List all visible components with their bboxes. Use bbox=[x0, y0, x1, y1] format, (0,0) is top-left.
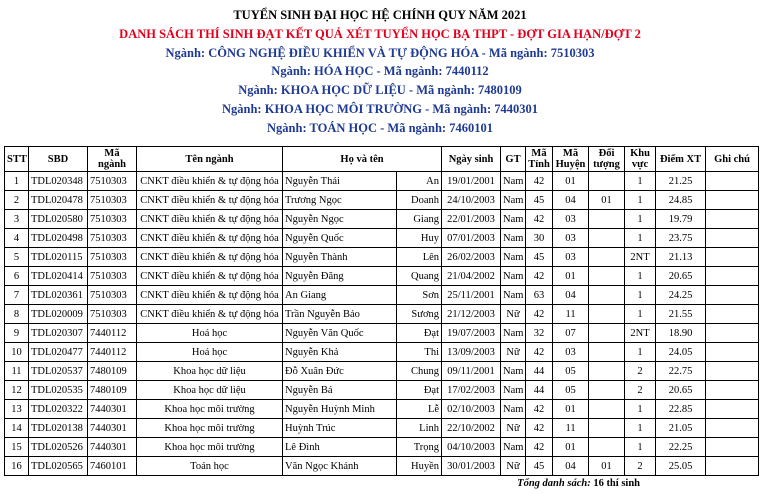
cell-ten-nganh: Khoa học môi trường bbox=[137, 400, 283, 419]
cell-diem-xt: 18.90 bbox=[656, 324, 706, 343]
cell-ngay-sinh: 17/02/2003 bbox=[442, 381, 501, 400]
cell-ma-huyen: 03 bbox=[553, 210, 589, 229]
cell-ngay-sinh: 19/01/2001 bbox=[442, 172, 501, 191]
cell-diem-xt: 24.85 bbox=[656, 191, 706, 210]
cell-sbd: TDL020477 bbox=[29, 343, 88, 362]
cell-khu-vuc: 2NT bbox=[625, 248, 656, 267]
cell-doi-tuong bbox=[589, 210, 625, 229]
cell-ngay-sinh: 02/10/2003 bbox=[442, 400, 501, 419]
cell-gt: Nam bbox=[501, 267, 526, 286]
cell-doi-tuong bbox=[589, 172, 625, 191]
cell-ghi-chu bbox=[706, 362, 759, 381]
cell-ghi-chu bbox=[706, 172, 759, 191]
cell-diem-xt: 22.25 bbox=[656, 438, 706, 457]
major-line: Ngành: KHOA HỌC DỮ LIỆU - Mã ngành: 7480109 bbox=[238, 83, 522, 98]
cell-ghi-chu bbox=[706, 286, 759, 305]
cell-stt: 6 bbox=[5, 267, 29, 286]
cell-sbd: TDL020580 bbox=[29, 210, 88, 229]
cell-ma-huyen: 05 bbox=[553, 362, 589, 381]
cell-ma-nganh: 7440301 bbox=[88, 419, 137, 438]
cell-ma-nganh: 7510303 bbox=[88, 210, 137, 229]
cell-ma-tinh: 30 bbox=[526, 229, 553, 248]
cell-ho-dem: Nguyễn Huỳnh Minh bbox=[283, 400, 397, 419]
cell-doi-tuong bbox=[589, 267, 625, 286]
cell-ngay-sinh: 26/02/2003 bbox=[442, 248, 501, 267]
cell-ngay-sinh: 07/01/2003 bbox=[442, 229, 501, 248]
table-row bbox=[5, 419, 759, 438]
cell-stt: 8 bbox=[5, 305, 29, 324]
col-header-ma-nganh: Mã ngành bbox=[88, 147, 137, 172]
cell-gt: Nam bbox=[501, 248, 526, 267]
cell-ma-huyen: 04 bbox=[553, 457, 589, 476]
col-header-ma-tinh: Mã Tỉnh bbox=[526, 147, 553, 172]
cell-ma-nganh: 7480109 bbox=[88, 381, 137, 400]
cell-ten: Doanh bbox=[397, 191, 442, 210]
cell-ma-tinh: 44 bbox=[526, 381, 553, 400]
cell-ten-nganh: CNKT điều khiển & tự động hóa bbox=[137, 172, 283, 191]
cell-gt: Nam bbox=[501, 362, 526, 381]
cell-ho-dem: Huỳnh Trúc bbox=[283, 419, 397, 438]
cell-doi-tuong bbox=[589, 400, 625, 419]
cell-ten-nganh: CNKT điều khiển & tự động hóa bbox=[137, 229, 283, 248]
cell-ma-tinh: 44 bbox=[526, 362, 553, 381]
table-row bbox=[5, 172, 759, 191]
cell-ma-tinh: 42 bbox=[526, 343, 553, 362]
cell-ngay-sinh: 21/04/2002 bbox=[442, 267, 501, 286]
cell-ten: Lễ bbox=[397, 400, 442, 419]
table-row bbox=[5, 381, 759, 400]
cell-ma-nganh: 7510303 bbox=[88, 267, 137, 286]
cell-doi-tuong bbox=[589, 286, 625, 305]
cell-diem-xt: 20.65 bbox=[656, 267, 706, 286]
cell-ma-huyen: 07 bbox=[553, 324, 589, 343]
cell-ma-nganh: 7440301 bbox=[88, 438, 137, 457]
cell-ten: Sương bbox=[397, 305, 442, 324]
cell-ma-tinh: 42 bbox=[526, 419, 553, 438]
cell-ma-huyen: 03 bbox=[553, 229, 589, 248]
cell-ma-huyen: 11 bbox=[553, 305, 589, 324]
cell-ma-nganh: 7460101 bbox=[88, 457, 137, 476]
cell-stt: 12 bbox=[5, 381, 29, 400]
cell-ten-nganh: CNKT điều khiển & tự động hóa bbox=[137, 286, 283, 305]
cell-ghi-chu bbox=[706, 229, 759, 248]
cell-khu-vuc: 2 bbox=[625, 362, 656, 381]
cell-sbd: TDL020414 bbox=[29, 267, 88, 286]
cell-diem-xt: 25.05 bbox=[656, 457, 706, 476]
cell-ma-huyen: 03 bbox=[553, 343, 589, 362]
cell-gt: Nữ bbox=[501, 343, 526, 362]
cell-diem-xt: 21.55 bbox=[656, 305, 706, 324]
cell-gt: Nữ bbox=[501, 419, 526, 438]
cell-diem-xt: 20.65 bbox=[656, 381, 706, 400]
cell-ten: Lên bbox=[397, 248, 442, 267]
cell-doi-tuong bbox=[589, 324, 625, 343]
cell-khu-vuc: 2 bbox=[625, 381, 656, 400]
cell-stt: 2 bbox=[5, 191, 29, 210]
cell-ma-huyen: 11 bbox=[553, 419, 589, 438]
cell-ghi-chu bbox=[706, 210, 759, 229]
major-line: Ngành: CÔNG NGHỆ ĐIỀU KHIỂN VÀ TỰ ĐỘNG HÓA - Mã ngành: 7510303 bbox=[165, 45, 595, 60]
cell-ten: Thi bbox=[397, 343, 442, 362]
cell-gt: Nam bbox=[501, 191, 526, 210]
cell-ma-nganh: 7480109 bbox=[88, 362, 137, 381]
cell-ma-huyen: 05 bbox=[553, 381, 589, 400]
cell-gt: Nam bbox=[501, 229, 526, 248]
cell-gt: Nam bbox=[501, 286, 526, 305]
cell-stt: 16 bbox=[5, 457, 29, 476]
cell-sbd: TDL020322 bbox=[29, 400, 88, 419]
cell-ten-nganh: CNKT điều khiển & tự động hóa bbox=[137, 267, 283, 286]
cell-khu-vuc: 1 bbox=[625, 267, 656, 286]
summary bbox=[0, 478, 640, 489]
cell-sbd: TDL020361 bbox=[29, 286, 88, 305]
cell-ma-huyen: 03 bbox=[553, 248, 589, 267]
cell-ho-dem: Lê Đình bbox=[283, 438, 397, 457]
cell-ghi-chu bbox=[706, 457, 759, 476]
cell-ten: An bbox=[397, 172, 442, 191]
cell-stt: 7 bbox=[5, 286, 29, 305]
cell-ten-nganh: Khoa học môi trường bbox=[137, 419, 283, 438]
cell-ten: Linh bbox=[397, 419, 442, 438]
cell-diem-xt: 24.05 bbox=[656, 343, 706, 362]
cell-ma-nganh: 7510303 bbox=[88, 191, 137, 210]
cell-gt: Nữ bbox=[501, 457, 526, 476]
cell-ten-nganh: CNKT điều khiển & tự động hóa bbox=[137, 191, 283, 210]
cell-ngay-sinh: 13/09/2003 bbox=[442, 343, 501, 362]
cell-doi-tuong bbox=[589, 381, 625, 400]
cell-ma-huyen: 04 bbox=[553, 286, 589, 305]
major-line: Ngành: TOÁN HỌC - Mã ngành: 7460101 bbox=[267, 120, 493, 135]
cell-sbd: TDL020138 bbox=[29, 419, 88, 438]
cell-sbd: TDL020565 bbox=[29, 457, 88, 476]
table-header-row bbox=[5, 147, 759, 172]
cell-doi-tuong bbox=[589, 229, 625, 248]
cell-ho-dem: Nguyễn Văn Quốc bbox=[283, 324, 397, 343]
cell-ma-tinh: 42 bbox=[526, 400, 553, 419]
cell-doi-tuong: 01 bbox=[589, 457, 625, 476]
cell-diem-xt: 21.25 bbox=[656, 172, 706, 191]
cell-diem-xt: 19.79 bbox=[656, 210, 706, 229]
cell-khu-vuc: 1 bbox=[625, 210, 656, 229]
cell-ma-nganh: 7510303 bbox=[88, 248, 137, 267]
cell-sbd: TDL020537 bbox=[29, 362, 88, 381]
cell-khu-vuc: 1 bbox=[625, 438, 656, 457]
cell-ten-nganh: Hoá học bbox=[137, 343, 283, 362]
cell-sbd: TDL020348 bbox=[29, 172, 88, 191]
cell-sbd: TDL020526 bbox=[29, 438, 88, 457]
cell-sbd: TDL020498 bbox=[29, 229, 88, 248]
cell-ten-nganh: Hoá học bbox=[137, 324, 283, 343]
cell-doi-tuong bbox=[589, 305, 625, 324]
table-row bbox=[5, 305, 759, 324]
col-header-gt: GT bbox=[501, 147, 526, 172]
document-subtitle: DANH SÁCH THÍ SINH ĐẠT KẾT QUẢ XÉT TUYỂN HỌC BẠ THPT - ĐỢT GIA HẠN/ĐỢT 2 bbox=[119, 26, 641, 41]
cell-ghi-chu bbox=[706, 381, 759, 400]
cell-ho-dem: Nguyễn Ngọc bbox=[283, 210, 397, 229]
table-row bbox=[5, 362, 759, 381]
cell-ngay-sinh: 25/11/2001 bbox=[442, 286, 501, 305]
col-header-ten-nganh: Tên ngành bbox=[137, 147, 283, 172]
cell-ma-nganh: 7440112 bbox=[88, 324, 137, 343]
cell-ten-nganh: CNKT điều khiển & tự động hóa bbox=[137, 305, 283, 324]
col-header-doi-tuong: Đối tượng bbox=[589, 147, 625, 172]
cell-ten: Đạt bbox=[397, 381, 442, 400]
cell-ho-dem: Nguyễn Khả bbox=[283, 343, 397, 362]
cell-khu-vuc: 1 bbox=[625, 172, 656, 191]
cell-doi-tuong bbox=[589, 343, 625, 362]
cell-ma-tinh: 45 bbox=[526, 191, 553, 210]
cell-diem-xt: 22.85 bbox=[656, 400, 706, 419]
cell-ghi-chu bbox=[706, 324, 759, 343]
cell-ho-dem: Nguyễn Thái bbox=[283, 172, 397, 191]
cell-ho-dem: Trương Ngọc bbox=[283, 191, 397, 210]
cell-ngay-sinh: 21/12/2003 bbox=[442, 305, 501, 324]
cell-stt: 14 bbox=[5, 419, 29, 438]
table-row bbox=[5, 343, 759, 362]
major-line: Ngành: KHOA HỌC MÔI TRƯỜNG - Mã ngành: 7440301 bbox=[222, 101, 538, 116]
cell-sbd: TDL020478 bbox=[29, 191, 88, 210]
cell-doi-tuong bbox=[589, 362, 625, 381]
cell-ghi-chu bbox=[706, 419, 759, 438]
cell-ma-tinh: 32 bbox=[526, 324, 553, 343]
cell-diem-xt: 23.75 bbox=[656, 229, 706, 248]
col-header-ma-huyen: Mã Huyện bbox=[553, 147, 589, 172]
cell-khu-vuc: 1 bbox=[625, 305, 656, 324]
cell-ma-nganh: 7440301 bbox=[88, 400, 137, 419]
col-header-sbd: SBD bbox=[29, 147, 88, 172]
major-line: Ngành: HÓA HỌC - Mã ngành: 7440112 bbox=[271, 64, 489, 79]
cell-ma-huyen: 01 bbox=[553, 400, 589, 419]
summary-label: Tổng danh sách: bbox=[517, 478, 591, 489]
cell-ten-nganh: Khoa học dữ liệu bbox=[137, 381, 283, 400]
cell-ma-nganh: 7510303 bbox=[88, 172, 137, 191]
cell-diem-xt: 21.05 bbox=[656, 419, 706, 438]
cell-ten-nganh: CNKT điều khiển & tự động hóa bbox=[137, 210, 283, 229]
cell-ma-nganh: 7510303 bbox=[88, 305, 137, 324]
table-row bbox=[5, 210, 759, 229]
cell-ma-huyen: 01 bbox=[553, 438, 589, 457]
cell-ho-dem: Đỗ Xuân Đức bbox=[283, 362, 397, 381]
cell-ma-tinh: 42 bbox=[526, 305, 553, 324]
cell-diem-xt: 22.75 bbox=[656, 362, 706, 381]
cell-khu-vuc: 1 bbox=[625, 400, 656, 419]
cell-ho-dem: Nguyễn Quốc bbox=[283, 229, 397, 248]
cell-ma-tinh: 45 bbox=[526, 457, 553, 476]
cell-ma-huyen: 01 bbox=[553, 172, 589, 191]
cell-gt: Nam bbox=[501, 210, 526, 229]
table-row bbox=[5, 267, 759, 286]
cell-stt: 4 bbox=[5, 229, 29, 248]
cell-ngay-sinh: 19/07/2003 bbox=[442, 324, 501, 343]
cell-ma-nganh: 7440112 bbox=[88, 343, 137, 362]
cell-ho-dem: An Giang bbox=[283, 286, 397, 305]
cell-sbd: TDL020009 bbox=[29, 305, 88, 324]
cell-gt: Nam bbox=[501, 172, 526, 191]
cell-sbd: TDL020535 bbox=[29, 381, 88, 400]
table-row bbox=[5, 400, 759, 419]
cell-stt: 11 bbox=[5, 362, 29, 381]
cell-ma-huyen: 04 bbox=[553, 191, 589, 210]
cell-khu-vuc: 1 bbox=[625, 191, 656, 210]
cell-ghi-chu bbox=[706, 191, 759, 210]
cell-khu-vuc: 1 bbox=[625, 229, 656, 248]
cell-stt: 10 bbox=[5, 343, 29, 362]
cell-ma-tinh: 42 bbox=[526, 210, 553, 229]
cell-stt: 3 bbox=[5, 210, 29, 229]
cell-ngay-sinh: 04/10/2003 bbox=[442, 438, 501, 457]
cell-ma-tinh: 42 bbox=[526, 267, 553, 286]
cell-ma-huyen: 01 bbox=[553, 267, 589, 286]
cell-gt: Nam bbox=[501, 324, 526, 343]
table-row bbox=[5, 324, 759, 343]
cell-khu-vuc: 2NT bbox=[625, 324, 656, 343]
cell-doi-tuong: 01 bbox=[589, 191, 625, 210]
cell-diem-xt: 21.13 bbox=[656, 248, 706, 267]
cell-ma-tinh: 63 bbox=[526, 286, 553, 305]
cell-ten-nganh: Toán học bbox=[137, 457, 283, 476]
cell-stt: 13 bbox=[5, 400, 29, 419]
cell-ma-nganh: 7510303 bbox=[88, 229, 137, 248]
cell-ma-tinh: 42 bbox=[526, 438, 553, 457]
cell-gt: Nam bbox=[501, 438, 526, 457]
cell-ten-nganh: Khoa học môi trường bbox=[137, 438, 283, 457]
col-header-ngay-sinh: Ngày sinh bbox=[442, 147, 501, 172]
cell-stt: 5 bbox=[5, 248, 29, 267]
cell-ma-tinh: 42 bbox=[526, 172, 553, 191]
cell-ten-nganh: CNKT điều khiển & tự động hóa bbox=[137, 248, 283, 267]
cell-ghi-chu bbox=[706, 248, 759, 267]
cell-ngay-sinh: 24/10/2003 bbox=[442, 191, 501, 210]
col-header-ghi-chu: Ghi chú bbox=[706, 147, 759, 172]
cell-ghi-chu bbox=[706, 267, 759, 286]
cell-stt: 15 bbox=[5, 438, 29, 457]
col-header-khu-vuc: Khu vực bbox=[625, 147, 656, 172]
table-row bbox=[5, 457, 759, 476]
cell-ghi-chu bbox=[706, 343, 759, 362]
cell-doi-tuong bbox=[589, 248, 625, 267]
cell-ho-dem: Nguyễn Bá bbox=[283, 381, 397, 400]
cell-diem-xt: 24.25 bbox=[656, 286, 706, 305]
document-header bbox=[0, 6, 760, 138]
col-header-ho-ten: Họ và tên bbox=[283, 147, 442, 172]
cell-khu-vuc: 2 bbox=[625, 457, 656, 476]
table-row bbox=[5, 286, 759, 305]
cell-ma-tinh: 45 bbox=[526, 248, 553, 267]
col-header-stt: STT bbox=[5, 147, 29, 172]
cell-sbd: TDL020115 bbox=[29, 248, 88, 267]
cell-stt: 9 bbox=[5, 324, 29, 343]
cell-ghi-chu bbox=[706, 305, 759, 324]
table-row bbox=[5, 438, 759, 457]
cell-gt: Nữ bbox=[501, 305, 526, 324]
table-row bbox=[5, 248, 759, 267]
cell-khu-vuc: 1 bbox=[625, 419, 656, 438]
table-row bbox=[5, 229, 759, 248]
cell-doi-tuong bbox=[589, 419, 625, 438]
cell-ngay-sinh: 22/01/2003 bbox=[442, 210, 501, 229]
cell-ten: Trọng bbox=[397, 438, 442, 457]
cell-gt: Nam bbox=[501, 381, 526, 400]
cell-stt: 1 bbox=[5, 172, 29, 191]
cell-ho-dem: Trần Nguyễn Bảo bbox=[283, 305, 397, 324]
cell-ten-nganh: Khoa học dữ liệu bbox=[137, 362, 283, 381]
cell-khu-vuc: 1 bbox=[625, 286, 656, 305]
candidate-table bbox=[4, 146, 759, 476]
col-header-diem-xt: Điểm XT bbox=[656, 147, 706, 172]
summary-value: 16 thí sinh bbox=[593, 478, 640, 489]
cell-ho-dem: Nguyễn Đăng bbox=[283, 267, 397, 286]
cell-ma-nganh: 7510303 bbox=[88, 286, 137, 305]
cell-ten: Quang bbox=[397, 267, 442, 286]
cell-doi-tuong bbox=[589, 438, 625, 457]
cell-ho-dem: Văn Ngọc Khánh bbox=[283, 457, 397, 476]
cell-ngay-sinh: 22/10/2002 bbox=[442, 419, 501, 438]
cell-ten: Đạt bbox=[397, 324, 442, 343]
cell-ngay-sinh: 30/01/2003 bbox=[442, 457, 501, 476]
cell-ten: Giang bbox=[397, 210, 442, 229]
cell-ghi-chu bbox=[706, 400, 759, 419]
document-title: TUYỂN SINH ĐẠI HỌC HỆ CHÍNH QUY NĂM 2021 bbox=[233, 8, 527, 22]
table-row bbox=[5, 191, 759, 210]
cell-ten: Sơn bbox=[397, 286, 442, 305]
cell-sbd: TDL020307 bbox=[29, 324, 88, 343]
cell-gt: Nam bbox=[501, 400, 526, 419]
cell-ten: Huyền bbox=[397, 457, 442, 476]
cell-ten: Chung bbox=[397, 362, 442, 381]
cell-khu-vuc: 1 bbox=[625, 343, 656, 362]
cell-ghi-chu bbox=[706, 438, 759, 457]
cell-ngay-sinh: 09/11/2001 bbox=[442, 362, 501, 381]
cell-ho-dem: Nguyễn Thành bbox=[283, 248, 397, 267]
cell-ten: Huy bbox=[397, 229, 442, 248]
